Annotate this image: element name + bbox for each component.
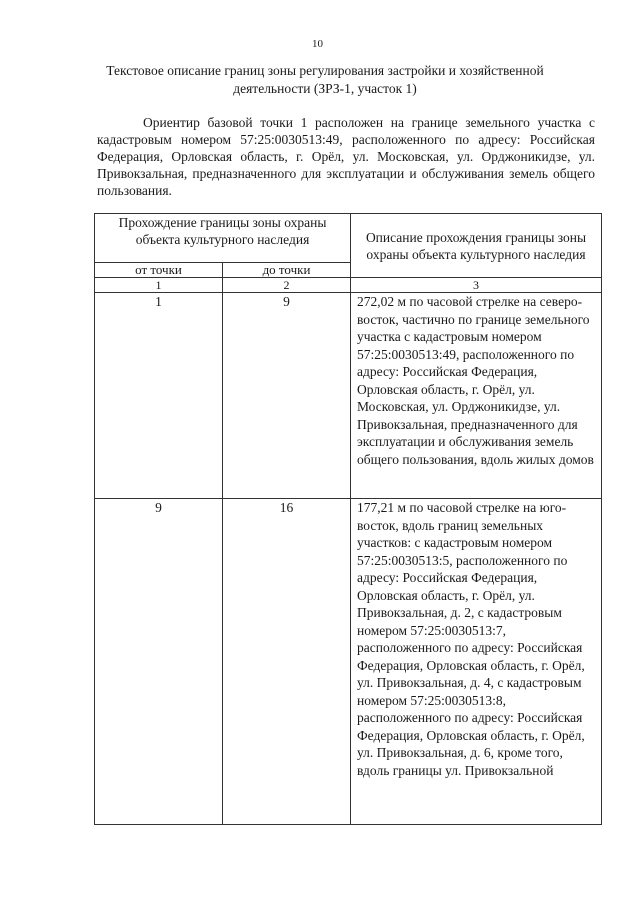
boundary-table xyxy=(94,213,602,825)
column-number: 3 xyxy=(351,278,602,293)
subheader-from-point: от точки xyxy=(95,263,223,278)
subheader-to-point: до точки xyxy=(223,263,351,278)
from-point-cell: 9 xyxy=(95,499,223,825)
description-cell: 272,02 м по часовой стрелке на северо-восток, частично по границе земельного участка с кадастровым номером 57:25:0030513:49, расположенного по адресу: Российская Федерация, Орловская область, г. Орёл, ул. Московская, ул. Орджоникидзе, ул. Привокзальная, предназначенного для эксплуатации и обслуживания земель общего пользования, вдоль жилых домов xyxy=(351,293,602,499)
document-title: Текстовое описание границ зоны регулирования застройки и хозяйственной деятельности (ЗРЗ-1, участок 1) xyxy=(106,63,544,96)
table-row xyxy=(95,499,602,825)
table-header-row xyxy=(95,214,602,263)
description-cell: 177,21 м по часовой стрелке на юго-восток, вдоль границ земельных участков: с кадастровым номером 57:25:0030513:5, расположенного по адресу: Российская Федерация, Орловская область, г. Орёл, ул. Привокзальная, д. 2, с кадастровым номером 57:25:0030513:7, расположенного по адресу: Российская Федерация, Орловская область, г. Орёл, ул. Привокзальная, д. 4, с кадастровым номером 57:25:0030513:8, расположенного по адресу: Российская Федерация, Орловская область, г. Орёл, ул. Привокзальная, д. 6, кроме того, вдоль границы ул. Привокзальной xyxy=(351,499,602,825)
column-number: 1 xyxy=(95,278,223,293)
header-boundary-passage: Прохождение границы зоны охраны объекта культурного наследия xyxy=(95,214,351,263)
column-number: 2 xyxy=(223,278,351,293)
table-row xyxy=(95,293,602,499)
page-number: 10 xyxy=(312,38,323,50)
to-point-cell: 9 xyxy=(223,293,351,499)
from-point-cell: 1 xyxy=(95,293,223,499)
to-point-cell: 16 xyxy=(223,499,351,825)
header-boundary-description: Описание прохождения границы зоны охраны объекта культурного наследия xyxy=(351,214,602,278)
column-number-row xyxy=(95,278,602,293)
intro-paragraph: Ориентир базовой точки 1 расположен на границе земельного участка с кадастровым номером 57:25:0030513:49, расположенного по адресу: Российская Федерация, Орловская область, г. Орёл, ул. Московская, ул. Орджоникидзе, ул. Привокзальная, предназначенного для эксплуатации и обслуживания земель общего пользования. xyxy=(97,115,595,198)
